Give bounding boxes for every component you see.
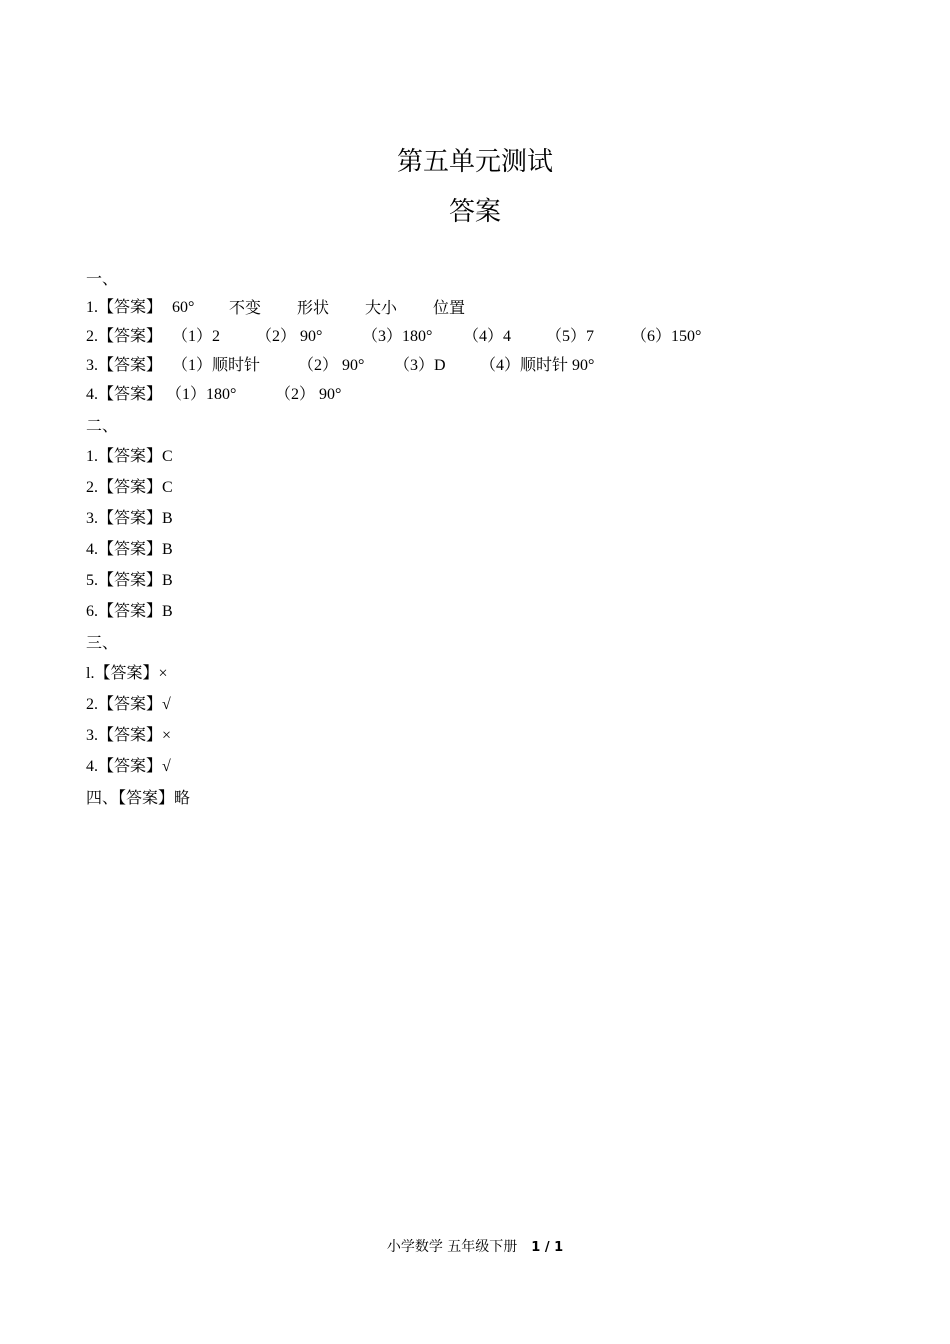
answer-item: 大小 [365, 298, 398, 317]
footer-subject: 小学数学 五年级下册 [386, 1239, 518, 1255]
answer-item: 形状 [297, 298, 330, 317]
answer-item: 不变 [229, 298, 262, 317]
section-1-heading: 一、 [86, 269, 119, 288]
answer-row-1-2 [86, 326, 786, 348]
answer-row-1-4 [86, 384, 786, 406]
answer-label: 4.【答案】 [86, 386, 163, 403]
document-title: 第五单元测试 [396, 147, 553, 177]
answer-label: 2.【答案】 [86, 328, 163, 345]
section-4-answer: 四、【答案】略 [86, 788, 191, 807]
answer-item: （2） 90° [275, 386, 342, 403]
answer-row-3-2: 2.【答案】√ [86, 696, 171, 713]
answer-row-2-3: 3.【答案】B [86, 510, 173, 527]
document-subtitle: 答案 [448, 197, 501, 227]
answer-item: （1）2 [172, 328, 221, 345]
answer-item: （2） 90° [298, 357, 365, 374]
answer-item: （5）7 [546, 328, 595, 345]
answer-row-3-4: 4.【答案】√ [86, 758, 171, 775]
answer-row-2-1: 1.【答案】C [86, 448, 173, 465]
answer-item: （3）D [394, 357, 446, 374]
answer-label: 3.【答案】 [86, 357, 163, 374]
answer-item: （4）4 [463, 328, 512, 345]
answer-item: （2） 90° [256, 328, 323, 345]
section-3-heading: 三、 [86, 633, 119, 652]
answer-row-2-2: 2.【答案】C [86, 479, 173, 496]
answer-item: （4）顺时针 90° [480, 357, 595, 374]
answer-item: （1）顺时针 [172, 357, 261, 374]
answer-row-1-1 [86, 297, 786, 319]
answer-item: （1）180° [166, 386, 237, 403]
answer-label: 1.【答案】 [86, 299, 163, 316]
answer-row-2-4: 4.【答案】B [86, 541, 173, 558]
answer-row-2-6: 6.【答案】B [86, 603, 173, 620]
answer-item: （3）180° [362, 328, 433, 345]
answer-item: 位置 [433, 298, 466, 317]
answer-item: （6）150° [631, 328, 702, 345]
answer-row-2-5: 5.【答案】B [86, 572, 173, 589]
answer-row-3-1: l.【答案】× [86, 665, 168, 682]
page-footer [0, 1236, 950, 1256]
answer-row-1-3 [86, 355, 786, 377]
footer-page-number: 1 / 1 [531, 1240, 564, 1255]
answer-item: 60° [172, 299, 195, 316]
section-2-heading: 二、 [86, 416, 119, 435]
answer-row-3-3: 3.【答案】× [86, 727, 172, 744]
